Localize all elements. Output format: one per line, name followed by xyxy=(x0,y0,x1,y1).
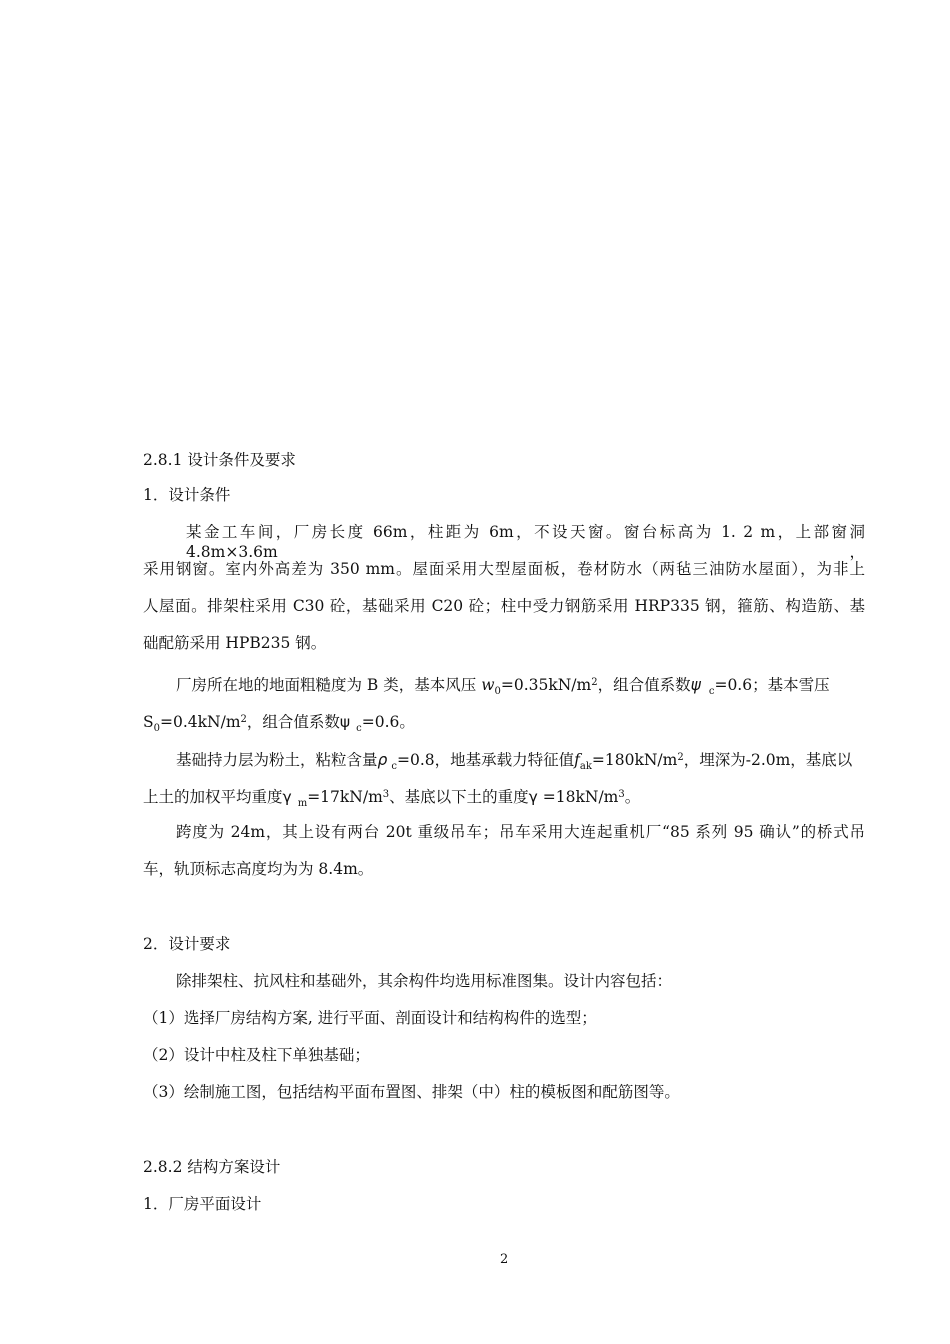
paragraph-wind-snow-line2: $S_0=0.4kN/m^2$，组合值系数ψ $_c$=0.6。 xyxy=(143,713,415,734)
paragraph-soil-line2: 上土的加权平均重度γ $_m=17kN/m^3$、基底以下土的重度$\gamma =18kN/m^3$。 xyxy=(143,788,641,809)
list-item: （1）选择厂房结构方案, 进行平面、剖面设计和结构构件的选型； xyxy=(143,1009,597,1027)
paragraph-line: 础配筋采用 HPB235 钢。 xyxy=(143,634,327,652)
paragraph-line: 除排架柱、抗风柱和基础外，其余构件均选用标准图集。设计内容包括： xyxy=(176,972,673,990)
section-heading-2-8-2: 2.8.2 结构方案设计 xyxy=(143,1158,281,1176)
subheading-plant-plan-design: 1．厂房平面设计 xyxy=(143,1195,262,1213)
section-heading-2-8-1: 2.8.1 设计条件及要求 xyxy=(143,451,296,469)
subheading-design-requirements: 2．设计要求 xyxy=(143,935,231,953)
subheading-design-conditions: 1．设计条件 xyxy=(143,486,231,504)
paragraph-line: 车，轨顶标志高度均为为 8.4m。 xyxy=(143,860,374,878)
paragraph-wind-snow-line1: 厂房所在地的地面粗糙度为 B 类，基本风压 $w_0=0.35kN/m^2$，组合值系数ψ $_c$=0.6；基本雪压 xyxy=(176,676,830,697)
paragraph-line: 跨度为 24m，其上设有两台 20t 重级吊车；吊车采用大连起重机厂“85 系列 95 确认”的桥式吊 xyxy=(176,823,865,841)
paragraph-line: 人屋面。排架柱采用 C30 砼，基础采用 C20 砼；柱中受力钢筋采用 HRP335 钢，箍筋、构造筋、基 xyxy=(143,597,865,615)
paragraph-line: 采用钢窗。室内外高差为 350 mm。屋面采用大型屋面板，卷材防水（两毡三油防水屋面），为非上 xyxy=(143,560,865,578)
list-item: （3）绘制施工图，包括结构平面布置图、排架（中）柱的模板图和配筋图等。 xyxy=(143,1083,680,1101)
list-item: （2）设计中柱及柱下单独基础； xyxy=(143,1046,370,1064)
page-number: 2 xyxy=(500,1252,509,1267)
paragraph-soil-line1: 基础持力层为粉土，粘粒含量ρ $_c$=0.8，地基承载力特征值$f_{ak}=180kN/m^2$，埋深为-2.0m，基底以 xyxy=(176,751,853,772)
paragraph-line: 某金工车间，厂房长度 66m，柱距为 6m，不设天窗。窗台标高为 1. 2 m，上部窗洞 4.8m×3.6m， xyxy=(186,523,865,561)
